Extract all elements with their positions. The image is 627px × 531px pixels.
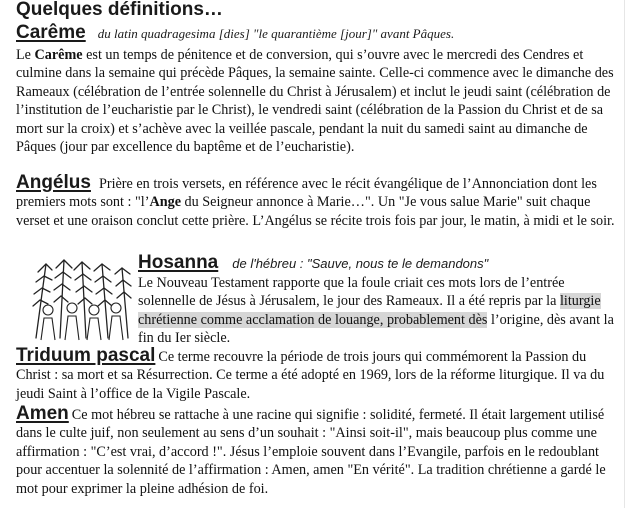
section-careme [16,22,622,156]
triduum-text [16,347,622,403]
section-triduum [16,347,622,403]
amen-text-content: Ce mot hébreu se rattache à une racine qui signifie : solidité, fermeté. Il était largement utilisé dans le culte juif, non seulement au sens d’un souhait : "Ainsi soit-il", mais beaucoup plus comme une affirmation : "C’est vrai, d’accord !". Jésus l’emploie souvent dans l’Evangile, parfois en le redoublant pour accentuer la solennité de l’affirmation : Amen, amen "En vérité". La tradition chrétienne a gardé le mot pour exprimer la pleine adhésion de foi. [16,407,606,497]
section-hosanna [138,252,622,348]
careme-keyword: Carême [34,47,83,63]
angelus-text-pre: Prière en trois versets, en référence avec le récit évangélique de l’Annonciation dont les premiers mots sont : "l’ [16,176,597,211]
hosanna-text-post: l’origine, dès avant la fin du Ier siècle. [138,311,614,347]
angelus-text-post: du Seigneur annonce à Marie…". Un "Je vous salue Marie" suit chaque verset et une oraison conclut cette prière. L’Angélus se récite trois fois par jour, le matin, à midi et le soir. [16,194,615,229]
amen-term: Amen [16,403,69,424]
triduum-term: Triduum pascal [16,345,156,366]
hosanna-etymology: de l'hébreu : "Sauve, nous te le demandons" [232,256,489,271]
angelus-term: Angélus [16,172,91,193]
careme-header [16,22,622,46]
angelus-keyword: Ange [149,194,181,211]
page-title: Quelques définitions… [16,0,223,20]
definitions-panel [10,0,625,508]
careme-etymology: du latin quadragesima [dies] "le quarantième [jour]" avant Pâques. [97,26,455,41]
hosanna-highlighted-text: liturgie chrétienne comme acclamation de louange, probablement dès [138,293,601,328]
hosanna-header [138,252,622,274]
careme-text [16,46,622,156]
triduum-text-content: Ce terme recouvre la période de trois jours qui commémorent la Passion du Christ : sa mort et sa Résurrection. Ce terme a été adopté en 1969, lors de la réforme liturgique. Il va du jeudi Saint à l’office de la Vigile Pascale. [16,349,605,402]
amen-text [16,405,622,498]
hosanna-text [138,274,616,348]
palm-procession-icon [30,258,134,342]
hosanna-term: Hosanna [138,252,219,273]
angelus-text [16,174,622,230]
section-amen [16,405,622,498]
careme-text-post: est un temps de pénitence et de conversion, qui s’ouvre avec le mercredi des Cendres et culmine dans la semaine qui précède Pâques, la semaine sainte. Celle-ci commence avec le dimanche des Rameaux (célébration de l’entrée solennelle du Christ à Jérusalem) et inclut le jeudi saint (célébration de l’institution de l’eucharistie par le Christ), le vendredi saint (célébration de la Passion du Christ et de sa mort sur la croix) et s’achève avec la veillée pascale, pendant la nuit du samedi saint au dimanche de Pâques (jour par excellence du baptême et de l’eucharistie). [16,47,614,156]
careme-text-pre: Le [16,47,35,63]
careme-term: Carême [16,22,86,43]
section-angelus [16,174,622,230]
hosanna-text-pre: Le Nouveau Testament rapporte que la foule criait ces mots lors de l’entrée solennelle de Jésus à Jérusalem, le jour des Rameaux. Il a été repris par la [138,275,565,310]
